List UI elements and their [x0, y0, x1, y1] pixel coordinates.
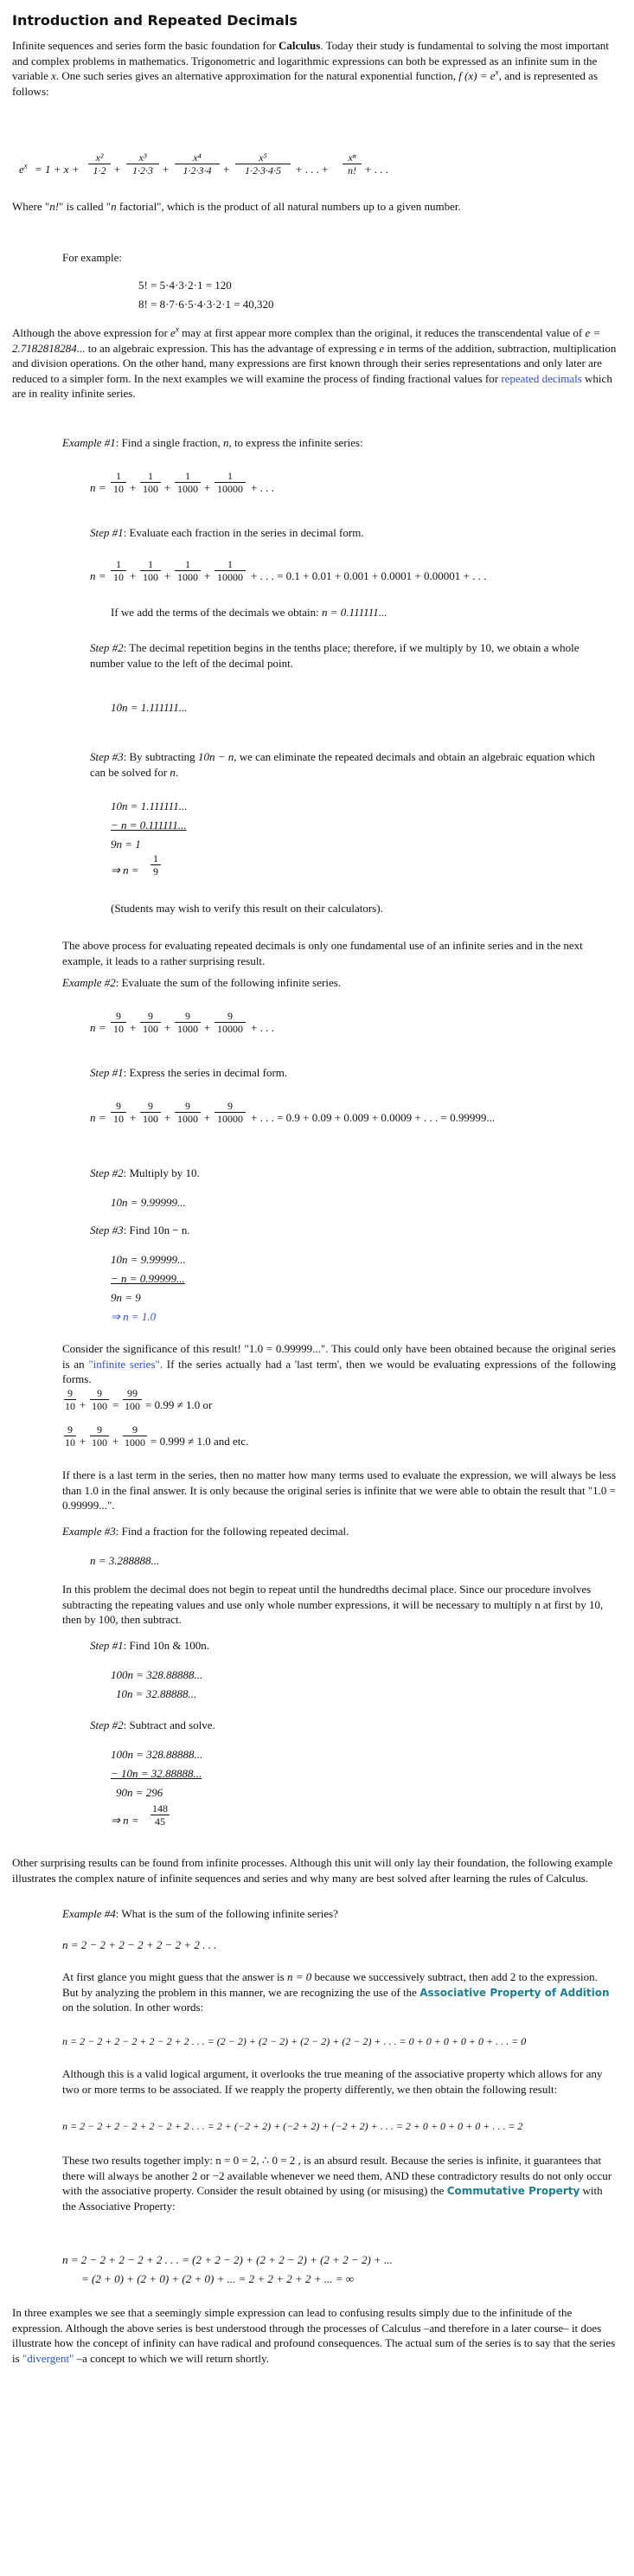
math-text: : By subtracting: [123, 750, 198, 763]
intro-text: Infinite sequences and series form the basic foundation for: [12, 39, 279, 52]
math-text: [90, 1424, 109, 1448]
series-intro-paragraph: [12, 325, 622, 401]
exp-plus: +: [223, 163, 230, 176]
ex2-step2-heading: [90, 1166, 200, 1180]
math-text: +: [130, 1111, 137, 1124]
intro-text: . One such series gives an alternative approximation for the natural exponential function,: [55, 69, 459, 83]
math-text: : Subtract and solve.: [123, 1718, 215, 1731]
math-text: [215, 1101, 246, 1124]
function-fx: f (x) = e: [458, 69, 496, 83]
exp-term: = 1 + x +: [35, 163, 80, 176]
math-text: [64, 1424, 76, 1448]
variable-x: x: [51, 69, 56, 83]
ex2-step2-equation: 10n = 9.99999...: [111, 1196, 186, 1209]
math-text: 1: [185, 470, 190, 482]
ex4-equation-2: n = 2 − 2 + 2 − 2 + 2 − 2 + 2 . . . = 2 + (−2 + 2) + (−2 + 2) + (−2 + 2) + . . . = 2 + 0 + 0 + 0 + 0 + . . . = 2: [62, 2120, 523, 2132]
math-text: 1000: [177, 1023, 198, 1035]
ex2-sub-line: − n = 0.99999...: [111, 1272, 185, 1285]
math-text: Example #2: [62, 976, 116, 989]
associative-property-link[interactable]: Associative Property of Addition: [419, 1986, 610, 1999]
exp-lhs: [19, 163, 28, 177]
math-text: 100: [125, 1400, 140, 1412]
math-text: =: [112, 1398, 119, 1411]
series-fraction: [140, 471, 161, 494]
math-text: + . . . = 0.9 + 0.09 + 0.009 + 0.0009 + . . . = 0.99999...: [251, 1111, 496, 1124]
math-text: . If the series actually had a 'last term', then we would be evaluating expressions of the following forms.: [62, 1357, 616, 1386]
math-text: Step #3: [90, 1224, 124, 1237]
math-text: , we can eliminate the repeated decimals and obtain an algebraic equation which can be solved for: [90, 750, 595, 779]
factorial-example: 5! = 5·4·3·2·1 = 120: [138, 279, 232, 292]
math-text: n =: [90, 569, 106, 582]
paragraph-5: If there is a last term in the series, then no matter how many terms used to evaluate the expression, we will always be less than 1.0 in the final answer. It is only because the original series is infinite that we were able to obtain the result that "1.0 = 0.99999...".: [62, 1468, 616, 1513]
math-text: [175, 1011, 201, 1034]
ex2-sub-line: 9n = 9: [111, 1291, 141, 1304]
math-text: + . . . = 0.1 + 0.01 + 0.001 + 0.0001 + 0.00001 + . . .: [251, 569, 487, 582]
math-text: +: [204, 1111, 211, 1124]
math-text: 9: [185, 1100, 190, 1112]
math-text: At first glance you might guess that the answer is: [62, 1970, 287, 1983]
math-text: : Evaluate each fraction in the series in decimal form.: [123, 526, 364, 539]
math-text: Step #2: [90, 641, 124, 654]
math-text: 10n − n: [197, 750, 234, 763]
math-text: x³: [138, 151, 147, 164]
ex3-sub-line: − 10n = 32.88888...: [111, 1767, 202, 1780]
ex3-value: n = 3.288888...: [90, 1554, 160, 1567]
math-text: = 0.99 ≠ 1.0 or: [145, 1398, 213, 1411]
math-text: [215, 559, 246, 582]
ex1-step3-text: [90, 749, 609, 780]
exp-fraction: [175, 152, 220, 176]
math-text: 9: [148, 1100, 153, 1112]
math-text: 1000: [177, 571, 198, 583]
math-text: 10000: [217, 1023, 243, 1035]
math-text: 1: [148, 558, 153, 570]
math-text: : Evaluate the sum of the following infinite series.: [115, 976, 342, 989]
page-title: Introduction and Repeated Decimals: [12, 12, 298, 29]
math-text: 10000: [217, 571, 243, 583]
math-text: [140, 1101, 161, 1124]
plus-sign: +: [130, 481, 137, 494]
math-text: +: [164, 1111, 171, 1124]
ex3-sub-line: 90n = 296: [116, 1786, 163, 1799]
math-text: 10: [113, 1113, 124, 1125]
ex4-paragraph-2: Although this is a valid logical argument, it overlooks the true meaning of the associative property which allows for any two or more terms to be associated. If we reapply the property differently, we then obtain the following result:: [62, 2067, 603, 2096]
math-text: Step #1: [90, 1066, 124, 1079]
math-text: In three examples we see that a seemingly simple expression can lead to confusing results simply due to the infinitude of the expression. Although the above series is best understood through the processes of Calculus –and therefore in a later course– it does illustrate how the concept of infinity can have radical and profound consequences. The actual sum of the series is to say that the series is: [12, 2306, 616, 2365]
math-text: Step #3: [90, 750, 124, 763]
math-text: 1: [116, 470, 121, 482]
math-text: 100: [143, 483, 158, 495]
math-text: +: [164, 1021, 171, 1034]
math-text: 9: [227, 1010, 233, 1022]
math-text: e: [379, 341, 385, 355]
math-text: [123, 1388, 142, 1411]
math-text: : What is the sum of the following infinite series?: [115, 1907, 338, 1920]
math-text: + . . .: [251, 1021, 274, 1034]
math-text: xⁿ: [348, 151, 356, 164]
math-text: : Find 10n − n.: [123, 1224, 190, 1237]
math-text: , to express the infinite series:: [228, 436, 363, 449]
math-text: 1: [185, 558, 190, 570]
ex3-step2-heading: [90, 1718, 215, 1732]
example-4-heading: [62, 1907, 338, 1921]
math-text: n = 0: [286, 1970, 312, 1983]
math-text: 1: [148, 470, 153, 482]
math-text: n = 0.111111...: [322, 606, 387, 619]
ex1-sub-line: 9n = 1: [111, 838, 141, 851]
math-text: : Find 10n & 100n.: [123, 1639, 209, 1652]
math-text: 9: [116, 1010, 121, 1022]
repeated-decimals-link[interactable]: repeated decimals: [501, 371, 582, 385]
math-text: 1000: [177, 483, 198, 495]
math-text: [90, 1388, 109, 1411]
math-text: x: [23, 161, 28, 170]
math-text: 9: [148, 1010, 153, 1022]
math-text: 1: [153, 852, 158, 864]
math-text: 9: [97, 1387, 102, 1399]
example-2-heading: [62, 976, 341, 990]
math-text: 9: [67, 1423, 73, 1436]
math-text: If we add the terms of the decimals we obtain:: [111, 606, 323, 619]
paragraph-6: Other surprising results can be found from infinite processes. Although this unit will only lay their foundation, the following example illustrates the complex nature of infinite sequences and series and why many are best solved after learning the rules of Calculus.: [12, 1856, 613, 1885]
math-text: Step #2: [90, 1166, 124, 1179]
exp-dots: + . . . +: [296, 163, 329, 176]
intro-paragraph: [12, 38, 622, 99]
ex1-sub-line: 10n = 1.111111...: [111, 800, 188, 813]
math-text: 1: [116, 558, 121, 570]
math-text: 9: [227, 1100, 233, 1112]
math-text: x⁴: [193, 151, 202, 164]
math-text: [140, 1011, 161, 1034]
math-text: .: [175, 765, 179, 779]
math-text: 1·2: [93, 164, 106, 177]
math-text: 1·2·3·4·5: [245, 164, 281, 177]
math-text: 100: [143, 571, 158, 583]
ex4-equation-1: n = 2 − 2 + 2 − 2 + 2 − 2 + 2 . . . = (2 − 2) + (2 − 2) + (2 − 2) + (2 − 2) + . . . = 0 + 0 + 0 + 0 + 0 + . . . = 0: [62, 2035, 527, 2047]
math-text: Step #1: [90, 1639, 124, 1652]
plus-sign: +: [204, 481, 211, 494]
ex2-result: ⇒ n = 1.0: [111, 1310, 157, 1323]
infinite-series-link[interactable]: "infinite series": [88, 1357, 160, 1371]
math-text: +: [204, 1021, 211, 1034]
ex3-result: ⇒ n =: [111, 1814, 139, 1827]
math-text: : The decimal repetition begins in the tenths place; therefore, if we multiply by 10, we obtain a whole number value to the left of the decimal point.: [90, 641, 580, 670]
math-text: 1: [227, 558, 233, 570]
commutative-property-link[interactable]: Commutative Property: [446, 2185, 580, 2198]
math-text: +: [112, 1435, 119, 1448]
ex3-paragraph: In this problem the decimal does not begin to repeat until the hundredths decimal place. Since our procedure involves subtracting the repeating values and use only whole number expressions, it will be necessary to multiply n at first by 10, then by 100, then subtract.: [62, 1583, 604, 1627]
paragraph-4: [62, 1341, 616, 1387]
math-text: n: [222, 436, 229, 449]
math-text: e: [19, 163, 24, 176]
math-text: 9: [132, 1423, 138, 1436]
math-text: : Find a single fraction,: [115, 436, 223, 449]
math-text: [111, 559, 126, 582]
ex1-step2-equation: 10n = 1.111111...: [111, 701, 188, 714]
exp-fraction: [88, 152, 111, 176]
ex3-step1-line: 10n = 32.88888...: [116, 1687, 197, 1700]
math-text: 100: [143, 1023, 158, 1035]
math-text: These two results together imply: n = 0 = 2, ∴ 0 = 2 , is an absurd result. Because the series is infinite, it guarantees that there will always be another 2 or −2 available whenever we need them, AND these contradictory results do not only occur with the associative property. Consider the result obtained by using (or misusing) the: [62, 2154, 612, 2198]
math-text: x: [175, 324, 179, 334]
ex3-step1-line: 100n = 328.88888...: [111, 1668, 203, 1681]
math-text: [175, 559, 201, 582]
math-text: x²: [95, 151, 104, 164]
math-text: factorial", which is the product of all natural numbers up to a given number.: [116, 200, 461, 213]
example-3-heading: [62, 1525, 349, 1539]
series-lhs: n =: [90, 481, 106, 494]
math-text: 100: [92, 1400, 107, 1412]
math-text: on the solution. In other words:: [62, 2001, 204, 2014]
math-text: : Find a fraction for the following repeated decimal.: [115, 1525, 349, 1538]
math-text: [64, 1388, 76, 1411]
math-text: +: [130, 1021, 137, 1034]
math-text: Step #1: [90, 526, 124, 539]
ex4-paragraph-1: [62, 1969, 616, 2015]
math-text: 1·2·3: [132, 164, 153, 177]
math-text: Example #3: [62, 1525, 116, 1538]
math-text: 9: [153, 865, 158, 877]
math-text: n: [111, 200, 117, 213]
math-text: Where ": [12, 200, 50, 213]
math-text: " is called ": [59, 200, 112, 213]
math-text: 9: [67, 1387, 73, 1399]
plus-sign: +: [164, 481, 171, 494]
math-text: n: [170, 765, 176, 779]
divergent-link[interactable]: "divergent": [22, 2351, 74, 2365]
math-text: e = 2.7182818284...: [12, 326, 601, 355]
math-text: [215, 1011, 246, 1034]
ex2-step3-heading: [90, 1224, 190, 1237]
math-text: Consider the significance of this result! "1.0 = 0.99999...". This could only have been obtained because the original series is an: [62, 1342, 616, 1371]
series-dots: + . . .: [251, 481, 274, 494]
exp-plus: +: [114, 163, 121, 176]
math-text: 1000: [125, 1436, 145, 1449]
intro-text: , and is represented as follows:: [12, 69, 599, 98]
ex1-sub-line: − n = 0.111111...: [111, 819, 187, 832]
exp-fraction: [126, 152, 159, 176]
math-text: Step #2: [90, 1718, 124, 1731]
math-text: 99: [127, 1387, 138, 1399]
exp-plus: +: [163, 163, 170, 176]
math-text: 10000: [217, 483, 243, 495]
math-text: 148: [152, 1802, 168, 1815]
math-text: because we successively subtract, then add 2 to the expression. But by analyzing the problem in this manner, we are recognizing the use of the: [62, 1970, 598, 1999]
series-fraction: [111, 471, 126, 494]
math-text: e: [170, 326, 176, 339]
math-text: 10000: [217, 1113, 243, 1125]
example-1-heading: [62, 436, 363, 450]
math-text: 45: [155, 1815, 165, 1828]
exp-fraction: [235, 152, 291, 176]
ex4-series: n = 2 − 2 + 2 − 2 + 2 − 2 + 2 . . .: [62, 1938, 217, 1951]
math-text: +: [164, 569, 171, 582]
math-text: x⁵: [259, 151, 267, 164]
exp-fraction: [343, 152, 362, 176]
series-fraction: [175, 471, 201, 494]
math-text: [111, 1011, 126, 1034]
math-text: 100: [92, 1436, 107, 1449]
conclusion-paragraph: [12, 2305, 622, 2366]
math-text: [111, 1101, 126, 1124]
exp-dots: + . . .: [365, 163, 388, 176]
math-text: to an algebraic expression. This has the advantage of expressing: [85, 341, 380, 355]
paragraph-3: The above process for evaluating repeated decimals is only one fundamental use of an infinite series and in the next example, it leads to a rather surprising result.: [62, 939, 583, 967]
math-text: : Multiply by 10.: [123, 1166, 200, 1179]
exponent-x: x: [495, 67, 499, 77]
math-text: Example #4: [62, 1907, 116, 1920]
math-text: Example #1: [62, 436, 116, 449]
ex3-step1-heading: [90, 1639, 209, 1653]
ex3-result-fraction: [150, 1803, 170, 1827]
ex1-result: ⇒ n =: [111, 864, 139, 877]
for-example-label: For example:: [62, 251, 122, 264]
factorial-note: [12, 199, 618, 215]
math-text: with the Associative Property:: [62, 2184, 603, 2213]
math-text: which are in reality infinite series.: [12, 371, 612, 401]
math-text: +: [80, 1435, 86, 1448]
math-text: : Express the series in decimal form.: [123, 1066, 288, 1079]
math-text: 100: [143, 1113, 158, 1125]
math-text: 10: [113, 1023, 124, 1035]
ex1-result-fraction: [150, 853, 161, 877]
math-text: 10: [65, 1400, 75, 1412]
factorial-example: 8! = 8·7·6·5·4·3·2·1 = 40,320: [138, 298, 274, 311]
ex2-sub-line: 10n = 9.99999...: [111, 1253, 186, 1266]
math-text: [140, 559, 161, 582]
math-text: 9: [185, 1010, 190, 1022]
math-text: n =: [90, 1111, 106, 1124]
ex1-step2-text: [90, 640, 609, 671]
ex4-paragraph-3: [62, 2153, 616, 2213]
math-text: [175, 1101, 201, 1124]
math-text: may at first appear more complex than the original, it reduces the transcendental value of: [178, 326, 586, 339]
ex4-equation-3b: = (2 + 0) + (2 + 0) + (2 + 0) + ... = 2 + 2 + 2 + 2 + ... = ∞: [81, 2272, 355, 2285]
math-text: –a concept to which we will return shortly.: [74, 2351, 269, 2365]
ex2-step1-heading: [90, 1066, 287, 1080]
calculus-term: Calculus: [278, 39, 321, 52]
math-text: 1·2·3·4: [183, 164, 212, 177]
ex1-step1-note: [111, 606, 387, 620]
math-text: = 0.999 ≠ 1.0 and etc.: [150, 1435, 249, 1448]
math-text: 9: [116, 1100, 121, 1112]
math-text: n!: [348, 164, 356, 177]
math-text: 1000: [177, 1113, 198, 1125]
math-text: in terms of the addition, subtraction, multiplication and division operations. On the other hand, many expressions are first known through their series representations and only later are reduced to a simpler form. In the next examples we will examine the process of finding fractional values for: [12, 341, 617, 385]
math-text: n =: [90, 1021, 106, 1034]
series-fraction: [215, 471, 246, 494]
math-text: +: [80, 1398, 86, 1411]
intro-text: . Today their study is fundamental to solving the most important and complex problems in mathematics. Trigonometric and logarithmic expressions can both be expressed as an infinite sum in the variable: [12, 39, 609, 83]
math-text: 1: [227, 470, 233, 482]
math-text: 10: [113, 571, 124, 583]
math-text: +: [204, 569, 211, 582]
math-text: 10: [65, 1436, 75, 1449]
ex1-step1-heading: [90, 526, 364, 540]
ex3-sub-line: 100n = 328.88888...: [111, 1748, 203, 1761]
math-text: [123, 1424, 147, 1448]
ex1-verify-note: (Students may wish to verify this result on their calculators).: [111, 902, 383, 915]
math-text: n!: [49, 200, 60, 213]
math-text: Although the above expression for: [12, 326, 171, 339]
ex4-equation-3a: n = 2 − 2 + 2 − 2 + 2 . . . = (2 + 2 − 2) + (2 + 2 − 2) + (2 + 2 − 2) + ...: [62, 2253, 393, 2266]
math-text: 10: [113, 483, 124, 495]
math-text: 9: [97, 1423, 102, 1436]
math-text: +: [130, 569, 137, 582]
